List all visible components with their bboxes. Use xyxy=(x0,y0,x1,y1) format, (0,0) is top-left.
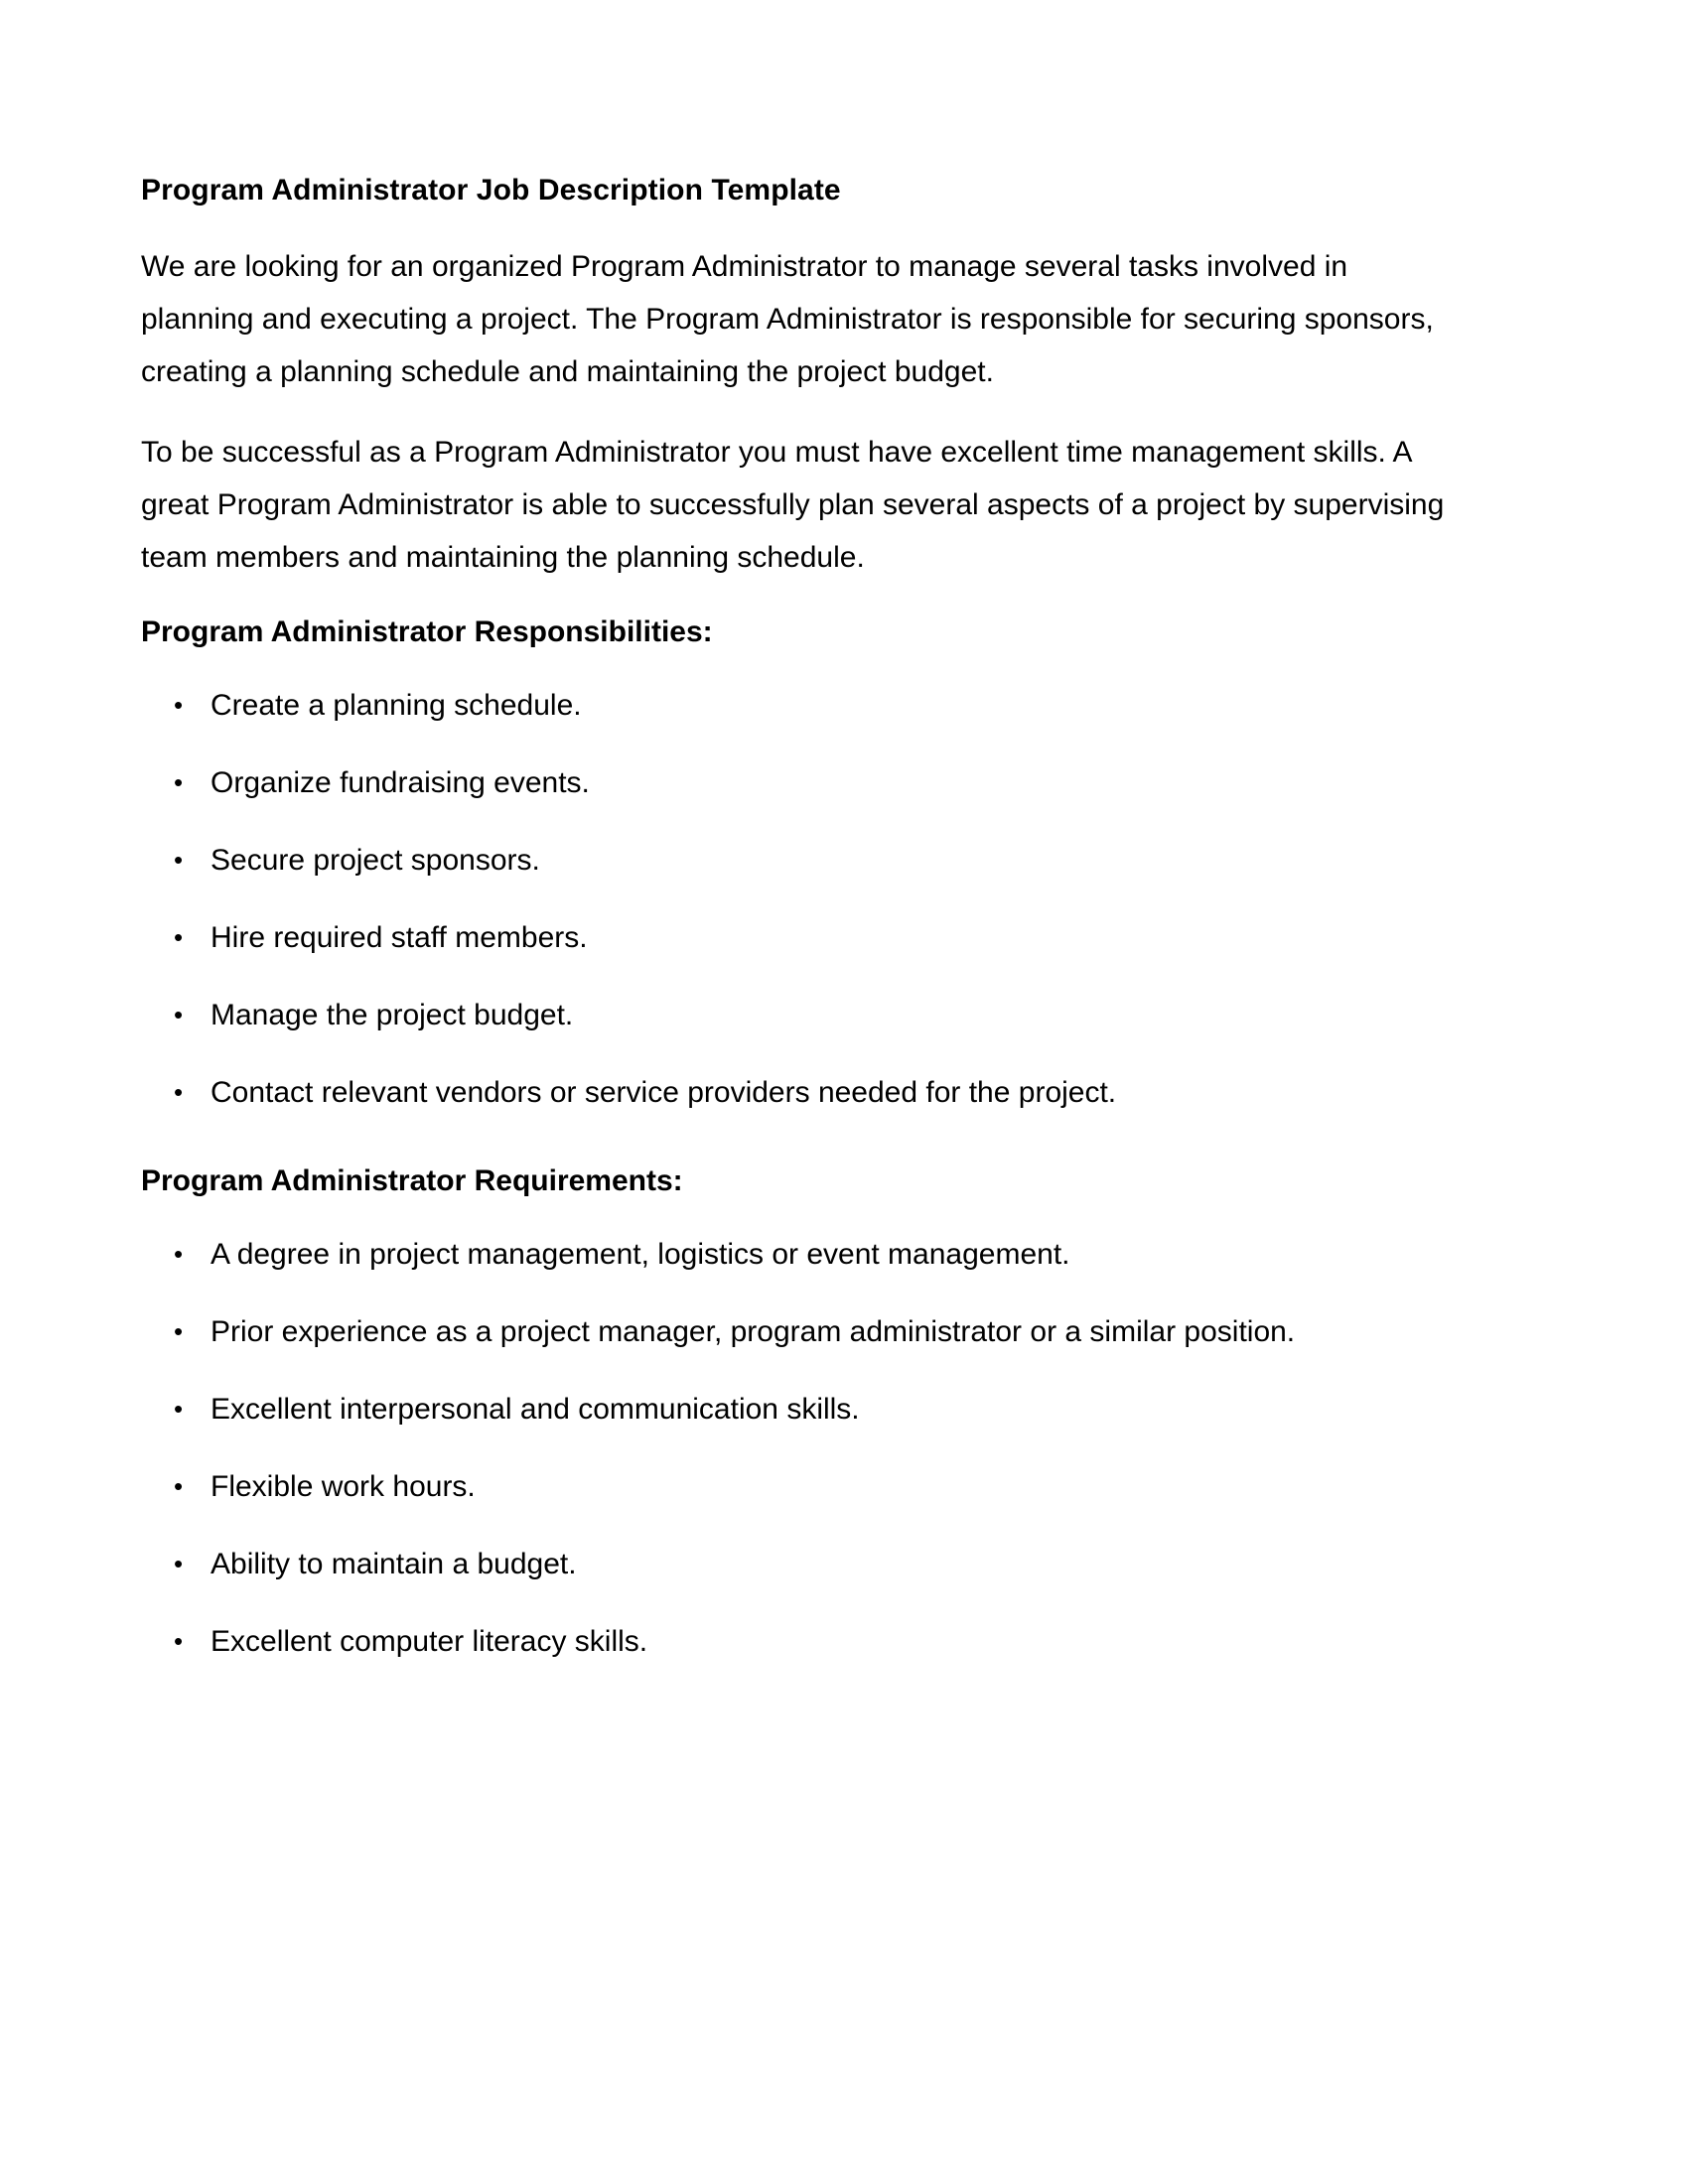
list-item-label: Excellent interpersonal and communication skills. xyxy=(211,1393,860,1426)
list-item-label: Excellent computer literacy skills. xyxy=(211,1625,648,1658)
list-item xyxy=(141,1460,1458,1513)
section-heading-requirements: Program Administrator Requirements: xyxy=(141,1164,683,1197)
bullet-icon: • xyxy=(174,690,184,720)
page-title: Program Administrator Job Description Template xyxy=(141,174,841,206)
list-item-label: A degree in project management, logistics or event management. xyxy=(211,1238,1070,1271)
list-item-label: Create a planning schedule. xyxy=(211,689,582,722)
list-item-label: Ability to maintain a budget. xyxy=(211,1548,577,1580)
bullet-icon: • xyxy=(174,922,184,952)
bullet-icon: • xyxy=(174,1471,184,1501)
list-item-label: Manage the project budget. xyxy=(211,999,574,1031)
list-item-label: Flexible work hours. xyxy=(211,1470,476,1503)
list-item xyxy=(141,1383,1458,1435)
list-item xyxy=(141,756,1458,809)
bullet-icon: • xyxy=(174,1077,184,1107)
list-item xyxy=(141,911,1458,964)
list-item xyxy=(141,1228,1458,1281)
list-item xyxy=(141,1066,1458,1119)
list-item-label: Prior experience as a project manager, program administrator or a similar position. xyxy=(211,1315,1296,1348)
list-item xyxy=(141,1615,1458,1668)
list-item xyxy=(141,1305,1458,1358)
bullet-icon: • xyxy=(174,1394,184,1424)
responsibilities-list xyxy=(141,679,1458,1119)
bullet-icon: • xyxy=(174,767,184,797)
list-item-label: Secure project sponsors. xyxy=(211,844,540,877)
list-item xyxy=(141,834,1458,887)
bullet-icon: • xyxy=(174,1239,184,1269)
list-item xyxy=(141,1538,1458,1590)
list-item-label: Hire required staff members. xyxy=(211,921,588,954)
bullet-icon: • xyxy=(174,1316,184,1346)
list-item-label: Contact relevant vendors or service providers needed for the project. xyxy=(211,1076,1117,1109)
list-item-label: Organize fundraising events. xyxy=(211,766,590,799)
bullet-icon: • xyxy=(174,845,184,875)
bullet-icon: • xyxy=(174,1000,184,1029)
document-body xyxy=(141,171,1458,1694)
intro-paragraph-2: To be successful as a Program Administrator you must have excellent time management skills. A great Program Administrator is able to successfully plan several aspects of a project by supervising team members and maintaining the planning schedule. xyxy=(141,436,1445,574)
bullet-icon: • xyxy=(174,1626,184,1656)
intro-paragraph-1: We are looking for an organized Program Administrator to manage several tasks involved in planning and executing a project. The Program Administrator is responsible for securing sponsors, creating a planning schedule and maintaining the project budget. xyxy=(141,250,1434,388)
requirements-list xyxy=(141,1228,1458,1668)
section-heading-responsibilities: Program Administrator Responsibilities: xyxy=(141,615,713,648)
list-item xyxy=(141,679,1458,732)
bullet-icon: • xyxy=(174,1549,184,1578)
list-item xyxy=(141,989,1458,1041)
section-spacer xyxy=(141,1145,1458,1160)
